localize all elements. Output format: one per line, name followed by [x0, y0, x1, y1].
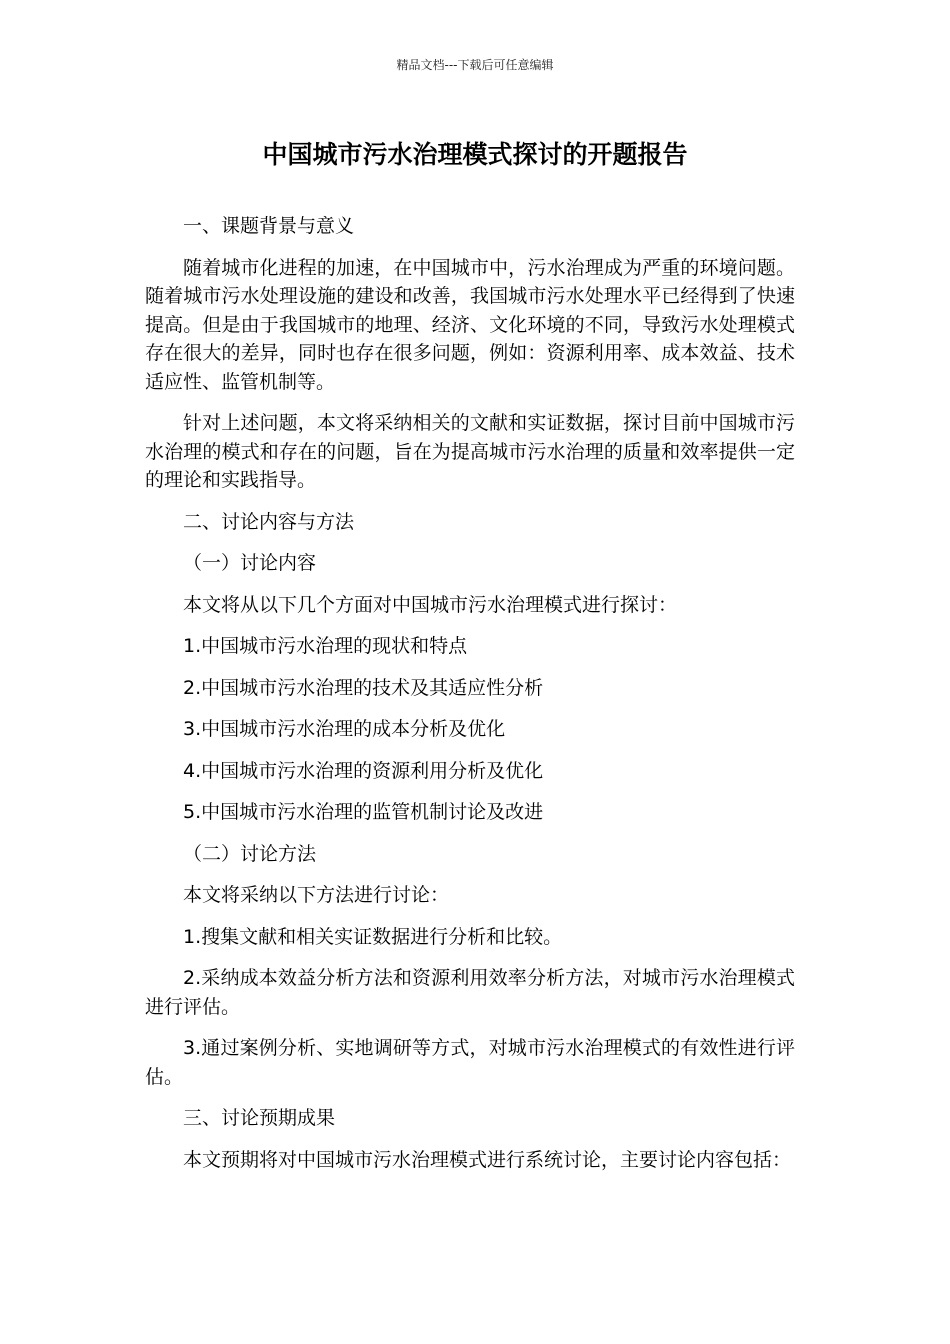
section-heading-1: 一、课题背景与意义 [183, 215, 355, 237]
subsection-heading-content: （一）讨论内容 [183, 552, 317, 574]
section-heading-3: 三、讨论预期成果 [183, 1107, 336, 1129]
paragraph-expected-results: 本文预期将对中国城市污水治理模式进行系统讨论，主要讨论内容包括： [183, 1148, 792, 1171]
paragraph-method-intro: 本文将采纳以下方法进行讨论： [183, 884, 450, 906]
document-title: 中国城市污水治理模式探讨的开题报告 [262, 140, 688, 169]
header-note: 精品文档---下载后可任意编辑 [396, 58, 554, 72]
list-item: 2.采纳成本效益分析方法和资源利用效率分析方法，对城市污水治理模式进行评估。 [145, 967, 795, 1018]
list-item: 3.中国城市污水治理的成本分析及优化 [183, 718, 506, 740]
list-item: 1.搜集文献和相关实证数据进行分析和比较。 [183, 925, 563, 948]
list-item: 2.中国城市污水治理的技术及其适应性分析 [183, 676, 544, 699]
document-body [145, 212, 795, 1187]
list-item: 1.中国城市污水治理的现状和特点 [183, 635, 468, 657]
subsection-heading-method: （二）讨论方法 [183, 842, 317, 865]
paragraph-content-intro: 本文将从以下几个方面对中国城市污水治理模式进行探讨： [183, 593, 678, 616]
paragraph-purpose: 针对上述问题，本文将采纳相关的文献和实证数据，探讨目前中国城市污水治理的模式和存在的问题，旨在为提高城市污水治理的质量和效率提供一定的理论和实践指导。 [145, 412, 795, 491]
paragraph-background: 随着城市化进程的加速，在中国城市中，污水治理成为严重的环境问题。随着城市污水处理设施的建设和改善，我国城市污水处理水平已经得到了快速提高。但是由于我国城市的地理、经济、文化环境的不同，导致污水处理模式存在很大的差异，同时也存在很多问题，例如：资源利用率、成本效益、技术适应性、监管机制等。 [145, 256, 795, 393]
list-item: 3.通过案例分析、实地调研等方式，对城市污水治理模式的有效性进行评估。 [145, 1037, 795, 1088]
list-item: 4.中国城市污水治理的资源利用分析及优化 [183, 759, 544, 782]
section-heading-2: 二、讨论内容与方法 [183, 510, 355, 533]
list-item: 5.中国城市污水治理的监管机制讨论及改进 [183, 801, 544, 823]
